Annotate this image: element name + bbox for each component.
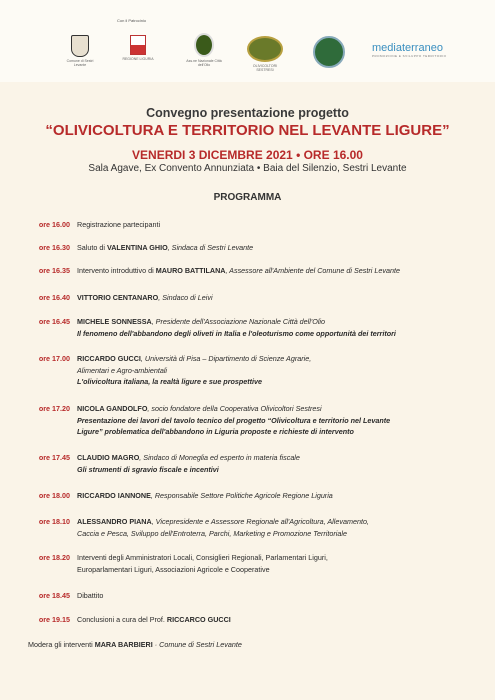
program-text: Registrazione partecipanti [77, 220, 161, 229]
talk-topic: Gli strumenti di sgravio fiscale e incentivi [77, 464, 219, 474]
program-desc [77, 490, 477, 502]
program-pre: Saluto di [77, 243, 107, 252]
speaker-role: , Sindaco di Moneglia ed esperto in materia fiscale [139, 453, 300, 462]
moderator-line [28, 640, 242, 649]
speaker-name: VITTORIO CENTANARO [77, 293, 159, 302]
talk-topic: Presentazione dei lavori del tavolo tecnico del progetto “Olivicoltura e territorio nel Levante [77, 415, 391, 425]
moderator-role: · Comune di Sestri Levante [152, 640, 242, 649]
program-text: Interventi degli Amministratori Locali, Consiglieri Regionali, Parlamentari Liguri, [77, 553, 328, 562]
program-desc [77, 242, 477, 254]
speaker-name: RICCARCO GUCCI [166, 615, 231, 624]
speaker-name: NICOLA GANDOLFO [77, 404, 148, 413]
program-desc [77, 516, 477, 539]
speaker-role: , Università di Pisa – Dipartimento di Scienze Agrarie, [140, 354, 312, 363]
coop-caption: OLIVICOLTORI SESTRESI [252, 64, 278, 72]
program-time: ore 16.30 [38, 243, 70, 252]
comune-caption: Comune di Sestri Levante [66, 59, 94, 67]
speaker-role: , Presidente dell'Associazione Nazionale Città dell'Olio [151, 317, 326, 326]
speaker-role: , socio fondatore della Cooperativa Olivicoltori Sestresi [147, 404, 322, 413]
program-desc [77, 292, 477, 304]
speaker-name: CLAUDIO MAGRO [77, 453, 140, 462]
program-desc [77, 219, 477, 231]
round-emblem-icon [313, 36, 345, 68]
speaker-role: , Responsabile Settore Politiche Agricole Regione Liguria [150, 491, 333, 500]
citta-olio-caption: Ass.ne Nazionale Città dell'Olio [186, 59, 222, 67]
regione-caption: REGIONE LIGURIA [122, 57, 154, 61]
speaker-role: , Assessore all'Ambiente del Comune di Sestri Levante [225, 266, 400, 275]
speaker-name: MAURO BATTILANA [155, 266, 226, 275]
event-venue: Sala Agave, Ex Convento Annunziata • Baia del Silenzio, Sestri Levante [88, 163, 407, 174]
speaker-name: RICCARDO IANNONE [77, 491, 151, 500]
program-time: ore 16.45 [38, 317, 70, 326]
program-time: ore 17.20 [38, 404, 70, 413]
speaker-role-2: Caccia e Pesca, Sviluppo dell'Entroterra, Parchi, Marketing e Promozione Territoriale [77, 528, 347, 538]
program-time: ore 17.45 [38, 453, 70, 462]
program-time: ore 16.40 [38, 293, 70, 302]
program-desc [77, 316, 477, 339]
program-time: ore 19.15 [38, 615, 70, 624]
speaker-role: , Vicepresidente e Assessore Regionale all'Agricoltura, Allevamento, [151, 517, 369, 526]
speaker-role-2: Alimentari e Agro-ambientali [77, 365, 168, 375]
talk-topic: L'olivicoltura italiana, la realtà ligure e sue prospettive [77, 377, 263, 386]
program-desc [77, 353, 477, 388]
patrocinio-label: Con il Patrocinio [117, 18, 147, 23]
liguria-flag-icon [130, 35, 146, 55]
round-logo [313, 36, 345, 68]
speaker-role: , Sindaca di Sestri Levante [167, 243, 254, 252]
program-desc [77, 452, 477, 475]
program-time: ore 17.00 [38, 354, 70, 363]
program-pre: Intervento introduttivo di [77, 266, 156, 275]
mediterraneo-sub: PROMOZIONE E SVILUPPO TERRITORIO [372, 54, 447, 58]
program-time: ore 18.20 [38, 553, 70, 562]
program-time: ore 18.00 [38, 491, 70, 500]
program-time: ore 16.00 [38, 220, 70, 229]
speaker-name: VALENTINA GHIO [106, 243, 168, 252]
program-desc [77, 552, 477, 575]
speaker-name: MICHELE SONNESSA [77, 317, 152, 326]
program-text: Dibattito [77, 591, 104, 600]
moderator-pre: Modera gli interventi [28, 640, 95, 649]
program-desc [77, 403, 477, 438]
comune-logo [60, 35, 100, 67]
logo-bar [0, 0, 495, 82]
program-text-2: Europarlamentari Liguri, Associazioni Agricole e Cooperative [77, 564, 270, 574]
crest-icon [71, 35, 89, 57]
program-pre: Conclusioni a cura del Prof. [77, 615, 167, 624]
convegno-subtitle: Convegno presentazione progetto [146, 106, 349, 120]
program-desc [77, 265, 477, 277]
moderator-name: MARA BARBIERI [94, 640, 153, 649]
olive-icon [194, 33, 214, 57]
event-title: “OLIVICOLTURA E TERRITORIO NEL LEVANTE LIGURE” [45, 122, 450, 139]
coop-badge-icon [247, 36, 283, 62]
program-desc [77, 614, 477, 626]
mediterraneo-logo [372, 42, 446, 58]
talk-topic-2: Ligure” problematica dell'abbandono in Liguria proposte e richieste di intervento [77, 427, 354, 436]
speaker-role: , Sindaco di Leivi [158, 293, 213, 302]
speaker-name: ALESSANDRO PIANA [77, 517, 152, 526]
event-date: VENERDI 3 DICEMBRE 2021 • ORE 16.00 [132, 148, 363, 162]
coop-logo [245, 36, 285, 72]
program-time: ore 18.10 [38, 517, 70, 526]
program-time: ore 18.45 [38, 591, 70, 600]
citta-olio-logo [184, 33, 224, 67]
regione-logo [118, 35, 158, 61]
mediterraneo-text: mediaterraneo [372, 42, 443, 54]
talk-topic: Il fenomeno dell'abbandono degli oliveti in Italia e l'oleoturismo come opportunità dei territori [77, 328, 396, 338]
programma-heading: PROGRAMMA [213, 192, 282, 203]
speaker-name: RICCARDO GUCCI [77, 354, 141, 363]
program-time: ore 16.35 [38, 266, 70, 275]
program-desc [77, 590, 477, 602]
